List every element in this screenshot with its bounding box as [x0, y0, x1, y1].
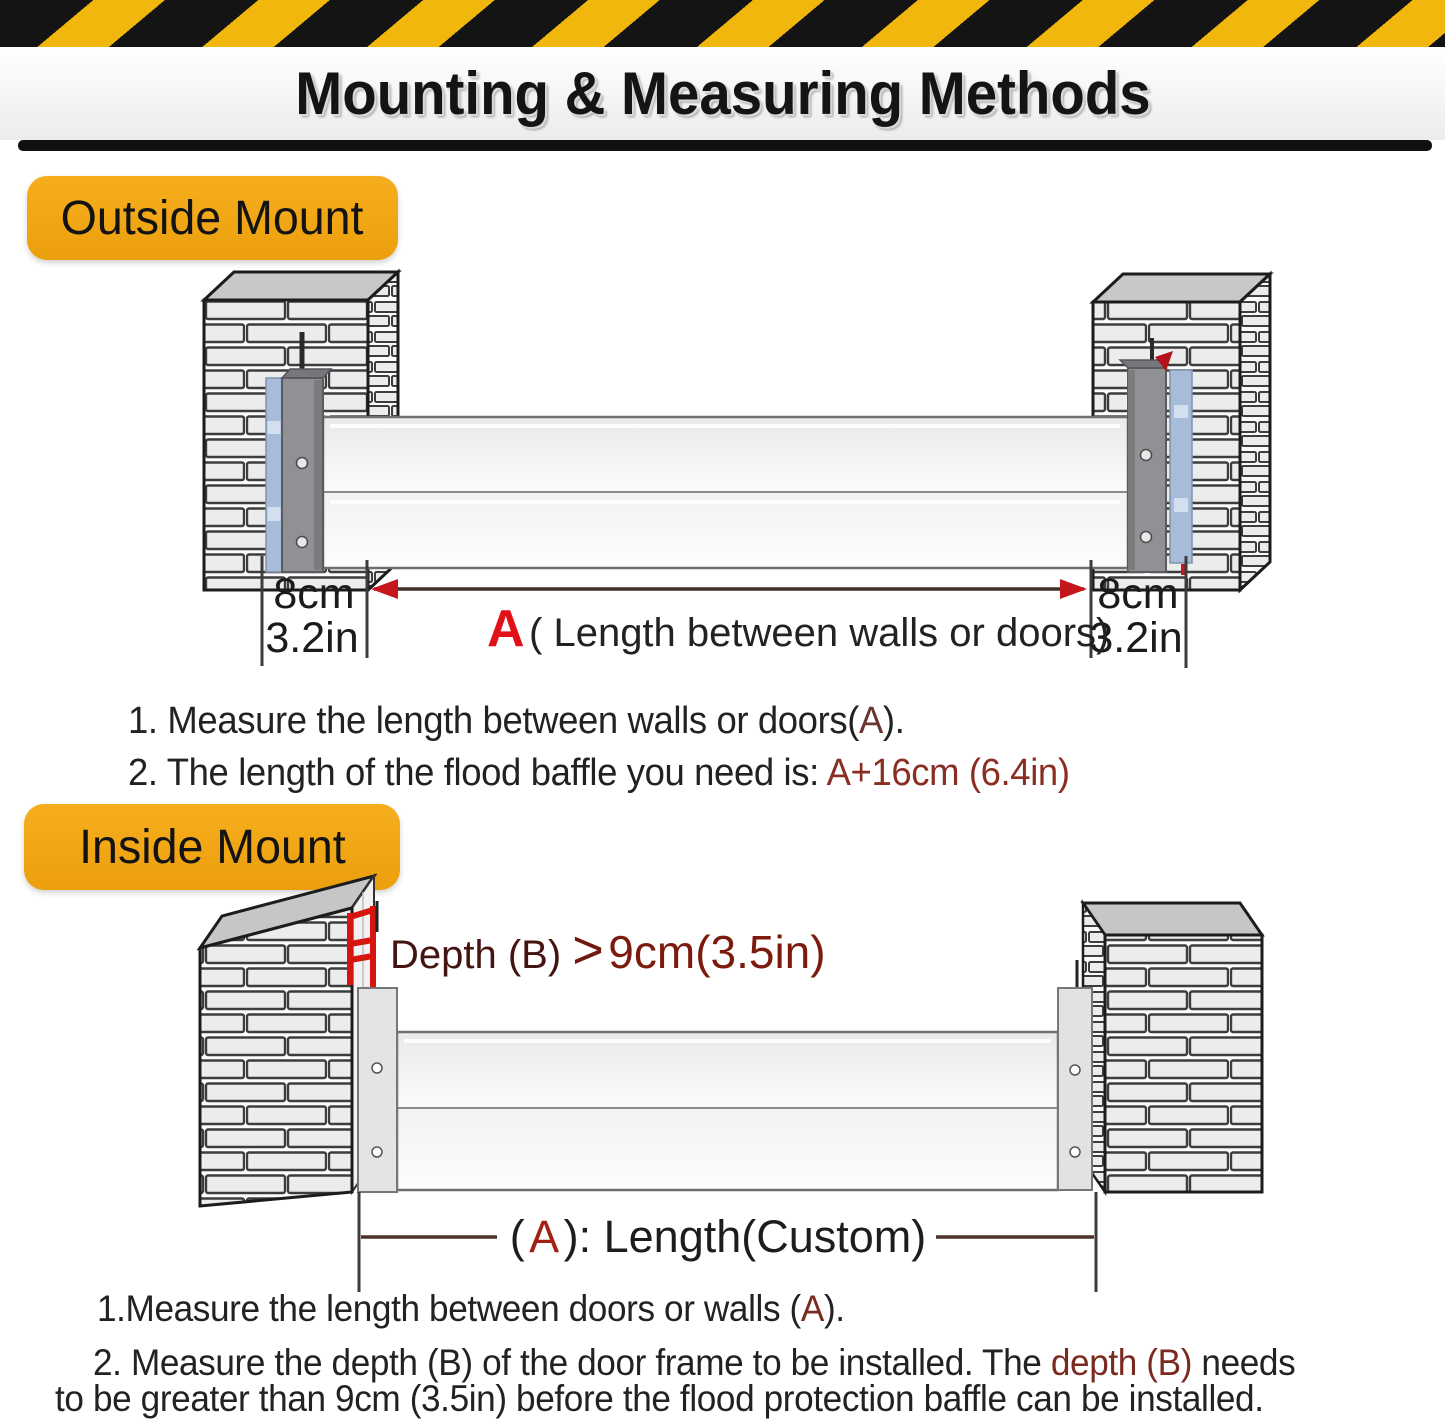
inside-step-1-text: 1.Measure the length between doors or walls ( [97, 1288, 801, 1329]
outside-mount-diagram [204, 272, 1270, 668]
screw-hole [1070, 1147, 1080, 1157]
inside-right-brick-pillar [1083, 903, 1262, 1192]
inside-step-2-depth: depth (B) [1050, 1342, 1193, 1383]
outside-length-label-text: ( Length between walls or doors) [529, 611, 1110, 655]
inside-mount-diagram [200, 876, 1262, 1292]
inside-length-label-post: ): Length(Custom) [563, 1211, 927, 1262]
depth-annotation-gt: > [572, 920, 604, 980]
outside-step-2 [128, 752, 1070, 795]
outside-left-gap-in: 3.2in [265, 614, 359, 662]
depth-annotation [390, 920, 826, 980]
screw-hole [297, 537, 308, 548]
inside-step-1-a: A [800, 1288, 824, 1329]
screw-hole [1141, 450, 1152, 461]
inside-step-2-line-2: to be greater than 9cm (3.5in) before the flood protection baffle can be installed. [55, 1378, 1264, 1419]
outside-step-1 [128, 700, 904, 743]
outside-right-gap-cm: 8cm [1097, 570, 1179, 618]
outside-step-1-end: ). [882, 700, 905, 742]
screw-hole [372, 1063, 382, 1073]
outside-step-2-formula: A+16cm (6.4in) [826, 752, 1070, 794]
screw-hole [1141, 532, 1152, 543]
red-tick-marker [1181, 564, 1185, 575]
outside-right-gap-in: 3.2in [1089, 614, 1183, 662]
outside-step-1-a: A [858, 700, 883, 742]
depth-annotation-label: Depth (B) [390, 933, 573, 977]
inside-step-2-text: 2. Measure the depth (B) of the door frame to be installed. The [93, 1342, 1051, 1383]
outside-left-mount-channel [282, 369, 331, 572]
inside-left-mount-channel [358, 988, 397, 1192]
outside-length-label-a: A [487, 600, 525, 658]
inside-right-mount-channel [1058, 988, 1092, 1190]
outside-mount-badge-label: Outside Mount [61, 191, 364, 245]
screw-hole [1070, 1065, 1080, 1075]
outside-left-wall-seal [266, 378, 282, 572]
inside-step-1-end: ). [823, 1288, 845, 1329]
page-title: Mounting & Measuring Methods [294, 60, 1151, 127]
outside-step-1-text: 1. Measure the length between walls or doors( [128, 700, 859, 742]
outside-flood-barrier-panels [323, 417, 1128, 568]
outside-step-2-text: 2. The length of the flood baffle you need is: [128, 752, 827, 794]
inside-length-label-a: A [529, 1211, 560, 1262]
depth-annotation-value: 9cm(3.5in) [608, 926, 826, 978]
outside-left-gap-cm: 8cm [273, 570, 355, 618]
inside-mount-badge-label: Inside Mount [78, 820, 346, 874]
outside-right-wall-seal [1170, 370, 1192, 563]
inside-flood-barrier-panels [397, 1032, 1058, 1190]
inside-length-label [510, 1211, 927, 1262]
screw-hole [297, 458, 308, 469]
inside-step-1 [97, 1288, 845, 1330]
screw-hole [372, 1147, 382, 1157]
outside-length-label [487, 600, 1109, 658]
inside-step-2-end: needs [1192, 1342, 1296, 1383]
inside-length-label-pre: ( [509, 1211, 525, 1262]
outside-length-arrow [371, 579, 1087, 599]
